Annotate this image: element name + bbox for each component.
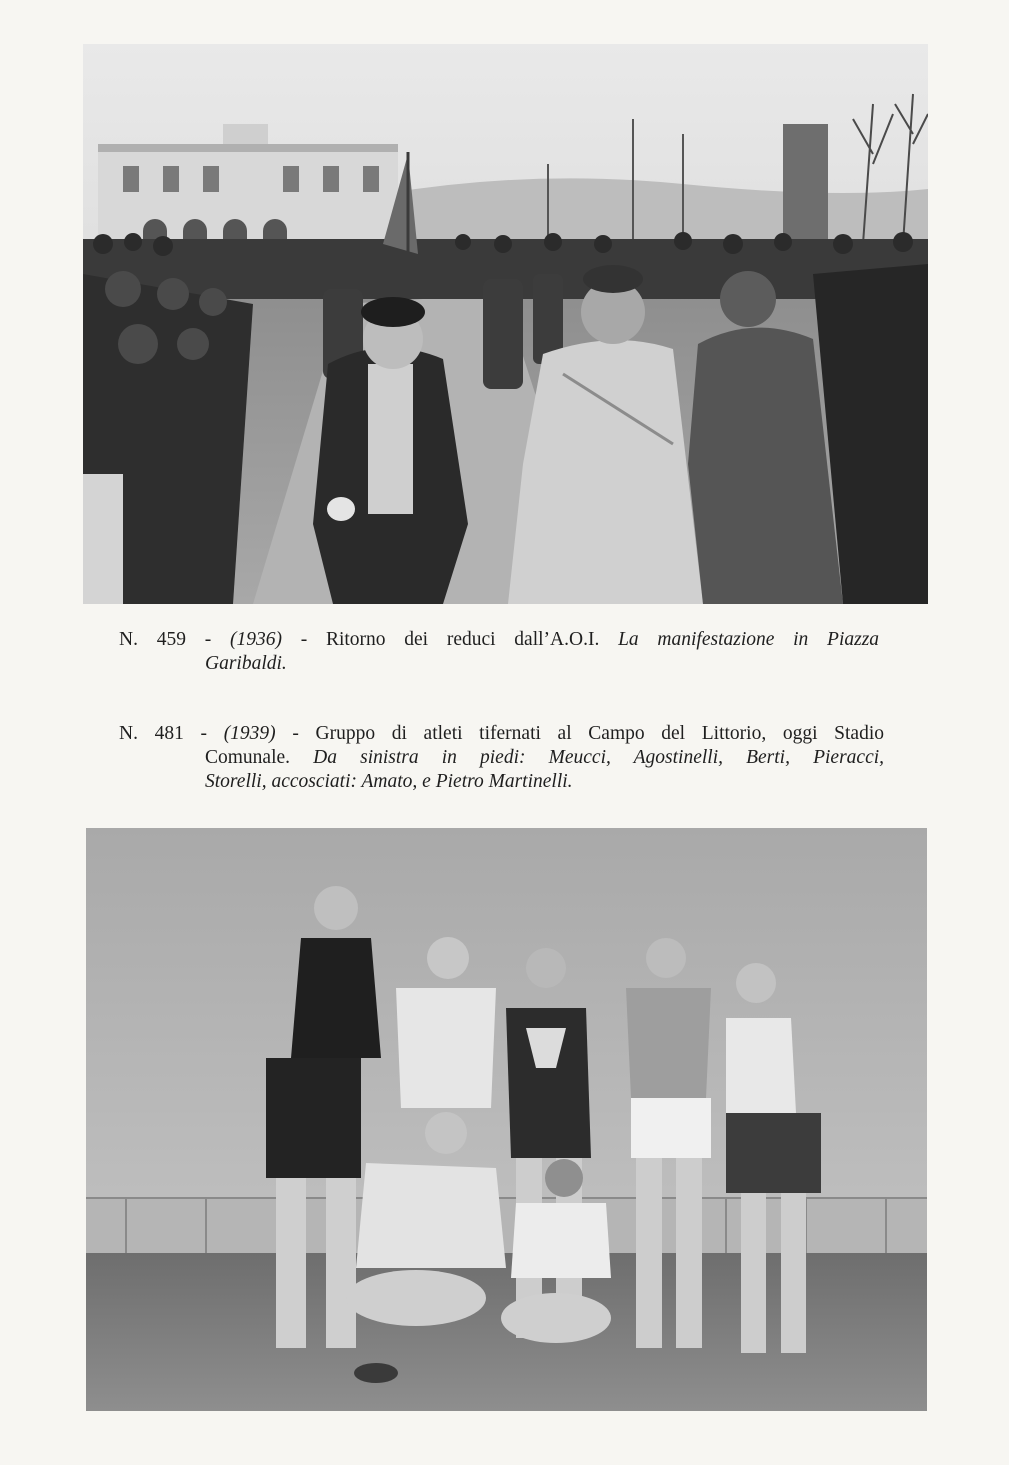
photo-athletes-group [86,828,927,1411]
caption-text: Ritorno dei reduci dall’A.O.I. [325,629,600,650]
caption-italic-text: Da sinistra in piedi: Meucci, Agostinelli, Berti, Pieracci, [313,747,885,768]
caption-481 [119,722,884,794]
caption-italic-text: Storelli, accosciati: Amato, e Pietro Martinelli. [205,771,573,792]
caption-number: N. 459 [119,629,186,650]
parade-photo-image [83,44,928,604]
caption-year: (1936) [229,629,282,650]
caption-separator: - [300,629,308,650]
athletes-photo-image [86,828,927,1411]
photo-parade-piazza-garibaldi [83,44,928,604]
caption-italic-text: La manifestazione in Piazza [618,629,880,650]
caption-year: (1939) [223,723,276,744]
caption-separator: - [292,723,299,744]
caption-separator: - [200,723,208,744]
caption-text: Gruppo di atleti tifernati al Campo del Littorio, oggi Stadio [315,723,885,744]
caption-separator: - [204,629,212,650]
caption-459 [119,628,879,676]
caption-text: Comunale. [205,747,291,768]
caption-number: N. 481 [119,723,184,744]
caption-italic-text: Garibaldi. [205,653,287,674]
